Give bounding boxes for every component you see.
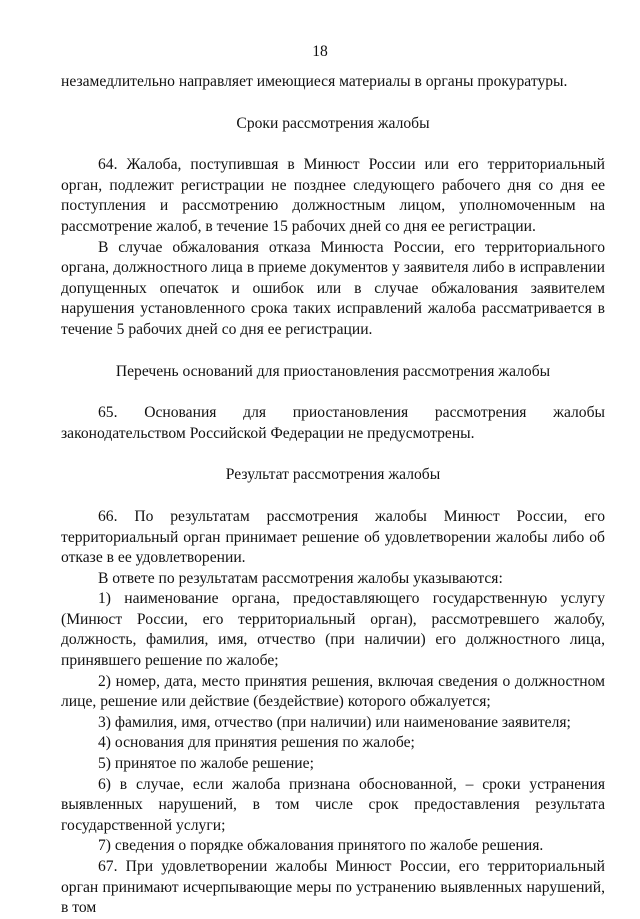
paragraph-66: 66. По результатам рассмотрения жалобы Минюст России, его территориальный орган принимает решение об удовлетворении жалобы либо об отказе в ее удовлетворении. xyxy=(61,507,605,567)
list-item-3: 3) фамилия, имя, отчество (при наличии) или наименование заявителя; xyxy=(98,713,571,731)
list-item-7: 7) сведения о порядке обжалования принятого по жалобе решения. xyxy=(98,837,544,855)
paragraph-67: 67. При удовлетворении жалобы Минюст России, его территориальный орган принимают исчерпывающие меры по устранению выявленных нарушений, в том xyxy=(61,858,605,917)
list-item-6: 6) в случае, если жалоба признана обоснованной, – сроки устранения выявленных нарушений, в том числе срок предоставления результата государственной услуги; xyxy=(61,775,605,834)
paragraph-65: 65. Основания для приостановления рассмотрения жалобы законодательством Российской Федерации не предусмотрены. xyxy=(61,404,605,442)
page-body xyxy=(61,72,605,919)
heading-review-period: Сроки рассмотрения жалобы xyxy=(236,114,430,132)
heading-suspension-grounds: Перечень оснований для приостановления рассмотрения жалобы xyxy=(115,362,551,380)
list-item-5: 5) принятое по жалобе решение; xyxy=(98,755,314,773)
paragraph-66-response-intro: В ответе по результатам рассмотрения жалобы указываются: xyxy=(98,569,503,587)
heading-review-result: Результат рассмотрения жалобы xyxy=(225,466,441,484)
paragraph-continuation: незамедлительно направляет имеющиеся материалы в органы прокуратуры. xyxy=(61,73,568,90)
page-number: 18 xyxy=(312,43,328,60)
list-item-2: 2) номер, дата, место принятия решения, включая сведения о должностном лице, решение или действие (бездействие) которого обжалуется; xyxy=(61,672,605,711)
paragraph-64-appeal-refusal: В случае обжалования отказа Минюста России, его территориального органа, должностного лица в приеме документов у заявителя либо в исправлении допущенных опечаток и ошибок или в случае обжалования заявителем нарушения установленного срока таких исправлений жалоба рассматривается в течение 5 рабочих дней со дня ее регистрации. xyxy=(61,238,605,338)
list-item-4: 4) основания для принятия решения по жалобе; xyxy=(98,734,415,752)
paragraph-64: 64. Жалоба, поступившая в Минюст России или его территориальный орган, подлежит регистрации не позднее следующего рабочего дня со дня ее поступления и рассмотрению должностным лицом, уполномоченным на рассмотрение жалоб, в течение 15 рабочих дней со дня ее регистрации. xyxy=(61,156,605,235)
list-item-1: 1) наименование органа, предоставляющего государственную услугу (Минюст России, его территориальный орган), рассмотревшего жалобу, должность, фамилия, имя, отчество (при наличии) его должностного лица, принявшего решение по жалобе; xyxy=(61,590,605,670)
